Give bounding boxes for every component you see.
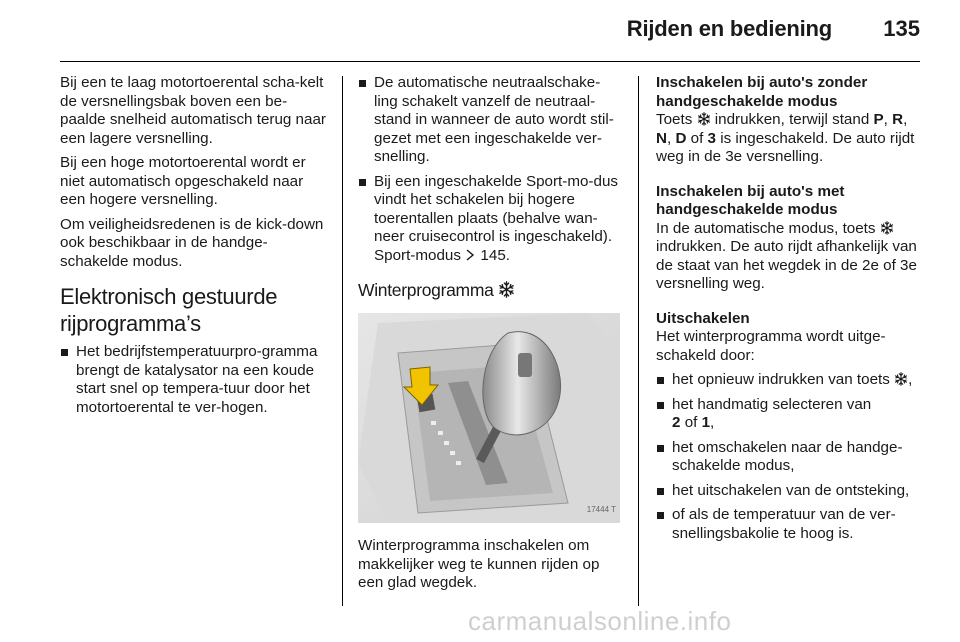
subheading-without-manual: Inschakelen bij auto's zonder handgeschakelde modus [656,74,868,110]
bullet-switch-manual [656,439,922,476]
column-divider-2 [638,76,639,606]
header-rule [60,61,920,62]
bullet-text: Bij een ingeschakelde Sport-mo-dus vindt het schakelen bij hogere toerentallen plaats (behalve wan-neer cruisecontrol is ingeschakeld). Sport-modus [374,172,618,264]
square-bullet [657,512,664,519]
paragraph-kickdown-manual: Om veiligheidsredenen is de kick-down ook beschikbaar in de handge-schakelde modus. [60,215,324,270]
bullet-text: het opnieuw indrukken van toets [672,371,890,388]
square-bullet [657,445,664,452]
bullet-press-again [656,371,922,390]
gear-selector-photo [358,313,620,523]
text-fragment: is ingeschakeld. De auto rijdt weg in de 3e versnelling. [656,129,915,165]
bullet-sport-mode [358,173,620,266]
square-bullet [359,179,366,186]
section-heading-driving-programs: Elektronisch gestuurde rijprogramma’s [60,284,278,336]
paragraph-kickdown-low: Bij een te laag motortoerental scha-kelt de versnellingsbak boven een be-paalde snelheid automatisch terug naar een lagere versnelling. [60,74,326,147]
winter-heading-text: Winterprogramma [358,280,494,300]
text-fragment: In de automatische modus, toets [656,219,876,237]
gear-p: P [873,111,884,128]
square-bullet [657,402,664,409]
page-number: 135 [883,16,920,41]
bullet-text: het uitschakelen van de ontsteking, [672,481,910,499]
column-divider-1 [342,76,343,606]
gear-1: 1 [701,414,711,431]
gear-2: 2 [672,414,681,431]
bullet-auto-neutral [358,74,620,167]
bullet-text: het omschakelen naar de handge-schakelde modus, [672,438,903,474]
square-bullet [657,377,664,384]
text-fragment: indrukken, terwijl stand [714,111,870,128]
text-fragment: of [684,414,698,431]
gear-r: R [892,111,904,128]
bullet-text: het handmatig selecteren van [672,395,872,413]
gear-d: D [675,129,687,147]
paragraph-with-manual [656,220,922,294]
separator: , [908,371,913,388]
watermark: carmanualsonline.info [468,606,732,636]
snowflake-icon [894,372,908,386]
image-code: 17444 T [586,504,616,514]
column-1 [60,74,328,423]
bullet-text: of als de temperatuur van de ver-snellingsbakolie te hoog is. [672,506,896,542]
gear-n: N [656,129,667,147]
bullet-text: De automatische neutraalschake-ling schakelt vanzelf de neutraal-stand in wanneer de auto wordt stil-gezet met een ingeschakelde ver-snelling. [374,74,614,165]
separator: , [666,129,672,147]
paragraph-deactivate: Het winterprogramma wordt uitge-schakeld door: [656,328,886,364]
photo-caption: Winterprogramma inschakelen om makkelijker weg te kunnen rijden op een glad wegdek. [358,537,600,591]
page-header-title: Rijden en bediening [626,16,832,41]
snowflake-icon [880,221,894,235]
bullet-oil-temp [656,506,922,543]
subheading-deactivate: Uitschakelen [656,309,750,327]
page-reference-link[interactable]: 145. [480,246,510,264]
paragraph-without-manual [656,111,922,167]
square-bullet [657,488,664,495]
bullet-text: Het bedrijfstemperatuurpro-gramma brengt de katalysator na een koude start snel op tempera-tuur door het motortoerental te ver-hogen. [76,343,318,416]
subheading-with-manual: Inschakelen bij auto's met handgeschakelde modus [656,182,845,218]
reference-arrow-icon [465,248,476,260]
column-2 [358,74,620,599]
text-fragment: Toets [656,111,693,128]
gear-3: 3 [707,129,716,147]
paragraph-high-rpm: Bij een hoge motortoerental wordt er niet automatisch opgeschakeld naar een hogere versnelling. [60,154,306,208]
snowflake-icon [697,112,711,126]
section-heading-winter-program [358,279,620,301]
gear-selector-illustration [358,313,620,523]
bullet-manual-select [656,396,922,433]
text-fragment: indrukken. De auto rijdt afhankelijk van de staat van het wegdek in de 2e of 3e versnelling weg. [656,238,917,292]
square-bullet [61,349,68,356]
snowflake-icon [498,281,515,298]
separator: , [883,111,888,128]
column-3 [656,74,922,549]
bullet-warmup-program [60,343,328,417]
bullet-ignition-off [656,482,922,501]
text-fragment: of [690,129,704,147]
square-bullet [359,80,366,87]
separator: , [903,111,908,128]
separator: , [710,414,715,431]
